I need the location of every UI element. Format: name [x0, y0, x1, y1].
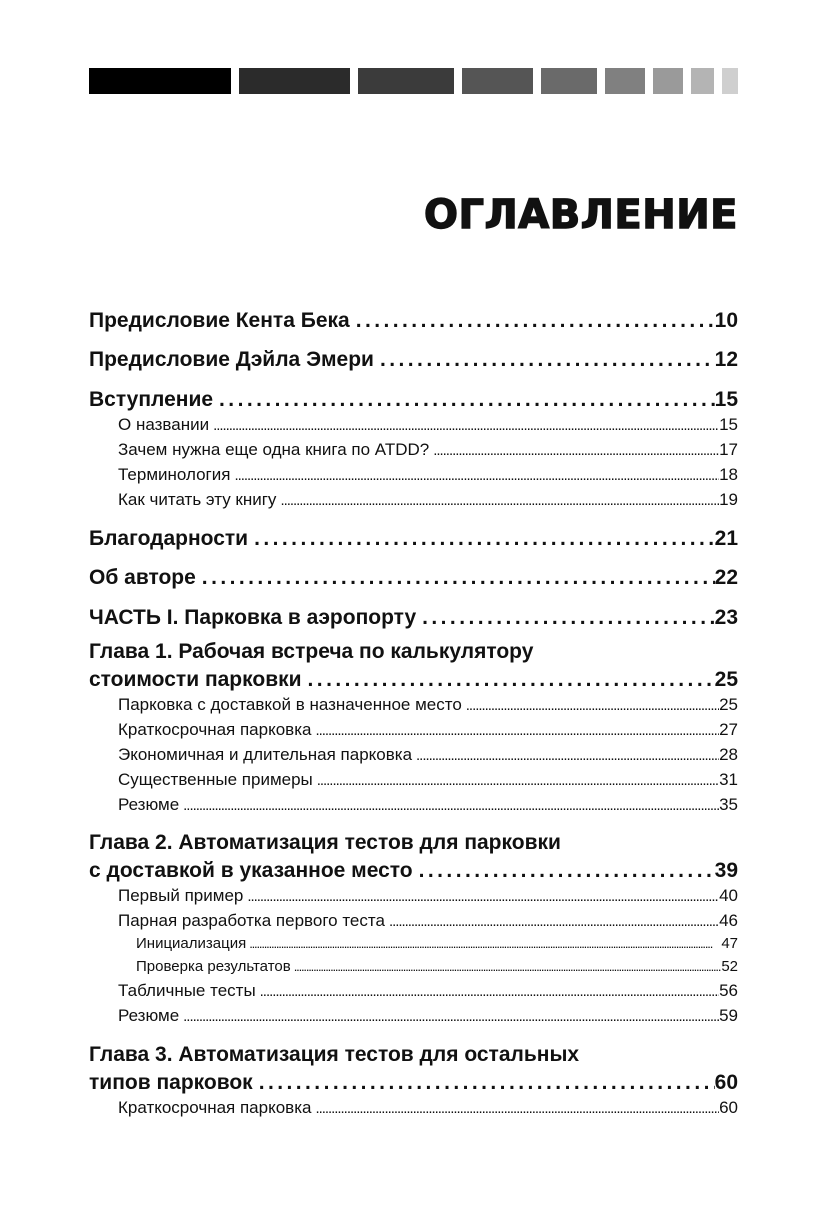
toc-page-number: 10 [714, 309, 738, 332]
toc-page-number: 18 [719, 465, 738, 484]
toc-page-number: 40 [719, 886, 738, 905]
toc-label: Резюме [118, 1006, 180, 1025]
toc-label: Экономичная и длительная парковка [118, 745, 413, 764]
toc-page-number: 47 [721, 935, 738, 952]
toc-entry-ch2-init[interactable] [89, 935, 738, 952]
toc-page-number: 59 [719, 1006, 738, 1025]
toc-page-number: 19 [719, 490, 738, 509]
dot-leader [302, 668, 715, 692]
toc-label: Парная разработка первого теста [118, 911, 385, 930]
header-bar-7 [653, 68, 683, 94]
toc-label: ЧАСТЬ I. Парковка в аэропорту [89, 606, 417, 629]
toc-entry-ch1-econ[interactable] [89, 745, 738, 765]
toc-page-number: 31 [719, 770, 738, 789]
dot-leader [311, 1100, 719, 1117]
toc-entry-foreword-beck[interactable] [89, 309, 738, 333]
toc-page-number: 28 [719, 745, 738, 764]
toc-entry-ch1-summary[interactable] [89, 795, 738, 815]
dot-leader [196, 566, 715, 590]
toc-chapter2-title-line1[interactable]: Глава 2. Автоматизация тестов для парковки [89, 831, 561, 854]
toc-label: Первый пример [118, 886, 244, 905]
toc-entry-foreword-emery[interactable] [89, 348, 738, 372]
header-bar-4 [462, 68, 533, 94]
dot-leader [179, 797, 719, 814]
toc-page-number: 17 [719, 440, 738, 459]
toc-page-number: 25 [714, 668, 738, 691]
toc-page-number: 27 [719, 720, 738, 739]
toc-entry-intro-name[interactable] [89, 415, 738, 435]
dot-leader [413, 859, 715, 883]
toc-label: Существенные примеры [118, 770, 313, 789]
dot-leader [209, 417, 719, 434]
dot-leader [256, 983, 719, 1000]
toc-page-number: 21 [714, 527, 738, 550]
toc-entry-ch2-summary[interactable] [89, 1006, 738, 1026]
toc-entry-ch2-check[interactable] [89, 958, 738, 975]
toc-page-number: 52 [721, 958, 738, 975]
dot-leader [429, 442, 719, 459]
toc-label: Краткосрочная парковка [118, 1098, 312, 1117]
dot-leader [213, 388, 715, 412]
header-bar-8 [691, 68, 714, 94]
dot-leader [291, 959, 722, 974]
toc-entry-ch1-valet[interactable] [89, 695, 738, 715]
toc-entry-intro[interactable] [89, 388, 738, 412]
toc-label: О названии [118, 415, 210, 434]
toc-page-number: 12 [714, 348, 738, 371]
toc-label: Инициализация [136, 935, 247, 952]
dot-leader [412, 747, 719, 764]
header-bar-2 [239, 68, 350, 94]
toc-label: Об авторе [89, 566, 196, 589]
toc-label: Вступление [89, 388, 214, 411]
toc-label: Предисловие Дэйла Эмери [89, 348, 374, 371]
header-bar-3 [358, 68, 454, 94]
toc-page-number: 60 [714, 1071, 738, 1094]
toc-label: типов парковок [89, 1071, 253, 1094]
toc-page-number: 39 [714, 859, 738, 882]
header-bar-9 [722, 68, 738, 94]
toc-page-number: 15 [714, 388, 738, 411]
dot-leader [416, 606, 715, 630]
toc-page-number: 56 [719, 981, 738, 1000]
toc-label: Парковка с доставкой в назначенное место [118, 695, 462, 714]
header-bar-5 [541, 68, 597, 94]
toc-entry-intro-terms[interactable] [89, 465, 738, 485]
dot-leader [248, 527, 715, 551]
toc-label: Краткосрочная парковка [118, 720, 312, 739]
toc-entry-ch3[interactable] [89, 1071, 738, 1095]
toc-page-number: 22 [714, 566, 738, 589]
toc-entry-about[interactable] [89, 566, 738, 590]
toc-entry-ch1-examples[interactable] [89, 770, 738, 790]
toc-label: Как читать эту книгу [118, 490, 277, 509]
header-bar-6 [605, 68, 645, 94]
dot-leader [311, 722, 719, 739]
toc-chapter3-title-line1[interactable]: Глава 3. Автоматизация тестов для остальных [89, 1043, 580, 1066]
toc-entry-ch3-short[interactable] [89, 1098, 738, 1118]
toc-page-number: 60 [719, 1098, 738, 1117]
toc-label: Зачем нужна еще одна книга по ATDD? [118, 440, 430, 459]
toc-label: Резюме [118, 795, 180, 814]
dot-leader [246, 936, 721, 951]
toc-chapter1-title-line1[interactable]: Глава 1. Рабочая встреча по калькулятору [89, 640, 534, 663]
dot-leader [179, 1008, 719, 1025]
toc-entry-ch1[interactable] [89, 668, 738, 692]
toc-label: Предисловие Кента Бека [89, 309, 350, 332]
dot-leader [243, 888, 719, 905]
dot-leader [374, 348, 715, 372]
toc-entry-intro-howto[interactable] [89, 490, 738, 510]
header-bar-1 [89, 68, 231, 94]
toc-page-number: 35 [719, 795, 738, 814]
toc-page-number: 46 [719, 911, 738, 930]
dot-leader [230, 467, 719, 484]
dot-leader [462, 697, 719, 714]
toc-label: Табличные тесты [118, 981, 256, 1000]
dot-leader [276, 492, 719, 509]
toc-entry-ch2-tables[interactable] [89, 981, 738, 1001]
toc-page-number: 25 [719, 695, 738, 714]
toc-label: Благодарности [89, 527, 249, 550]
dot-leader [253, 1071, 715, 1095]
toc-page-number: 23 [714, 606, 738, 629]
toc-label: Проверка результатов [136, 958, 291, 975]
toc-label: стоимости парковки [89, 668, 302, 691]
dot-leader [350, 309, 715, 333]
toc-entry-intro-why[interactable] [89, 440, 738, 460]
dot-leader [385, 913, 719, 930]
toc-entry-thanks[interactable] [89, 527, 738, 551]
toc-entry-part1[interactable] [89, 606, 738, 630]
toc-entry-ch2[interactable] [89, 859, 738, 883]
toc-page-number: 15 [719, 415, 738, 434]
dot-leader [313, 772, 719, 789]
toc-entry-ch2-first[interactable] [89, 886, 738, 906]
toc-entry-ch1-short[interactable] [89, 720, 738, 740]
page-title: ОГЛАВЛЕНИЕ [424, 192, 738, 238]
toc-entry-ch2-pair[interactable] [89, 911, 738, 931]
toc-label: Терминология [118, 465, 231, 484]
toc-label: с доставкой в указанное место [89, 859, 413, 882]
decorative-header-bars [89, 68, 738, 94]
